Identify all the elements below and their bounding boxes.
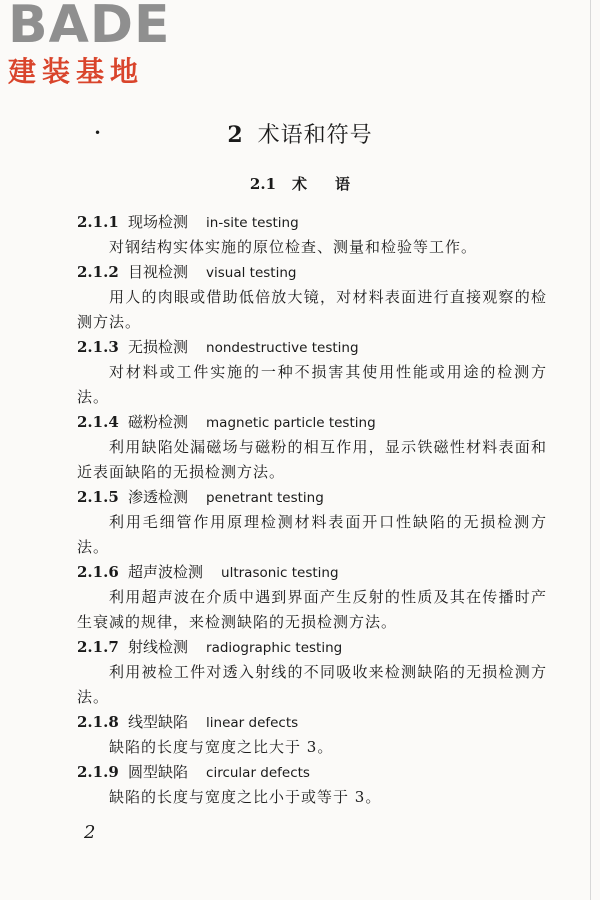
term-english: in-site testing [206,215,299,231]
term-number: 2.1.6 [77,563,119,581]
term-english: circular defects [206,765,310,781]
term-entry [77,335,547,410]
term-number: 2.1.8 [77,713,119,731]
term-chinese: 现场检测 [128,213,189,231]
term-number: 2.1.4 [77,413,119,431]
term-chinese: 圆型缺陷 [128,763,189,781]
bullet-dot: • [94,126,102,140]
chapter-title: 术语和符号 [257,123,373,148]
term-list [77,210,547,810]
term-definition: 缺陷的长度与宽度之比大于 3。 [109,738,334,756]
term-entry [77,635,547,710]
term-definition: 利用被检工件对透入射线的不同吸收来检测缺陷的无损检测方法。 [77,663,547,706]
term-definition: 缺陷的长度与宽度之比小于或等于 3。 [109,788,382,806]
term-number: 2.1.5 [77,488,119,506]
term-number: 2.1.7 [77,638,119,656]
chapter-heading [0,118,600,149]
term-number: 2.1.3 [77,338,119,356]
watermark-chinese-text: 建装基地 [8,55,145,88]
watermark-latin-text: BADE [8,0,171,55]
watermark-logo [6,0,186,92]
term-entry [77,410,547,485]
term-entry [77,710,547,760]
term-english: visual testing [206,265,297,281]
term-number: 2.1.9 [77,763,119,781]
term-chinese: 无损检测 [128,338,189,356]
term-english: nondestructive testing [206,340,359,356]
term-definition: 利用缺陷处漏磁场与磁粉的相互作用，显示铁磁性材料表面和近表面缺陷的无损检测方法。 [77,438,547,481]
term-number: 2.1.1 [77,213,119,231]
term-english: penetrant testing [206,490,324,506]
term-entry [77,760,547,810]
section-heading [0,173,600,194]
term-definition: 对材料或工件实施的一种不损害其使用性能或用途的检测方法。 [77,363,547,406]
term-chinese: 磁粉检测 [128,413,189,431]
term-chinese: 超声波检测 [128,563,204,581]
chapter-number: 2 [227,122,244,148]
term-definition: 对钢结构实体实施的原位检查、测量和检验等工作。 [109,238,478,256]
section-title-part2: 语 [335,175,351,193]
term-chinese: 渗透检测 [128,488,189,506]
term-english: ultrasonic testing [221,565,339,581]
section-number: 2.1 [249,175,277,193]
term-entry [77,210,547,260]
term-chinese: 目视检测 [128,263,189,281]
term-entry [77,260,547,335]
section-title-part1: 术 [292,175,308,193]
term-definition: 用人的肉眼或借助低倍放大镜，对材料表面进行直接观察的检测方法。 [77,288,547,331]
term-definition: 利用毛细管作用原理检测材料表面开口性缺陷的无损检测方法。 [77,513,547,556]
term-definition: 利用超声波在介质中遇到界面产生反射的性质及其在传播时产生衰减的规律，来检测缺陷的无损检测方法。 [77,588,547,631]
term-english: linear defects [206,715,299,731]
term-entry [77,485,547,560]
term-chinese: 线型缺陷 [128,713,189,731]
term-english: magnetic particle testing [206,415,376,431]
term-chinese: 射线检测 [128,638,189,656]
term-english: radiographic testing [206,640,343,656]
page-number: 2 [84,822,96,843]
term-entry [77,560,547,635]
term-number: 2.1.2 [77,263,119,281]
